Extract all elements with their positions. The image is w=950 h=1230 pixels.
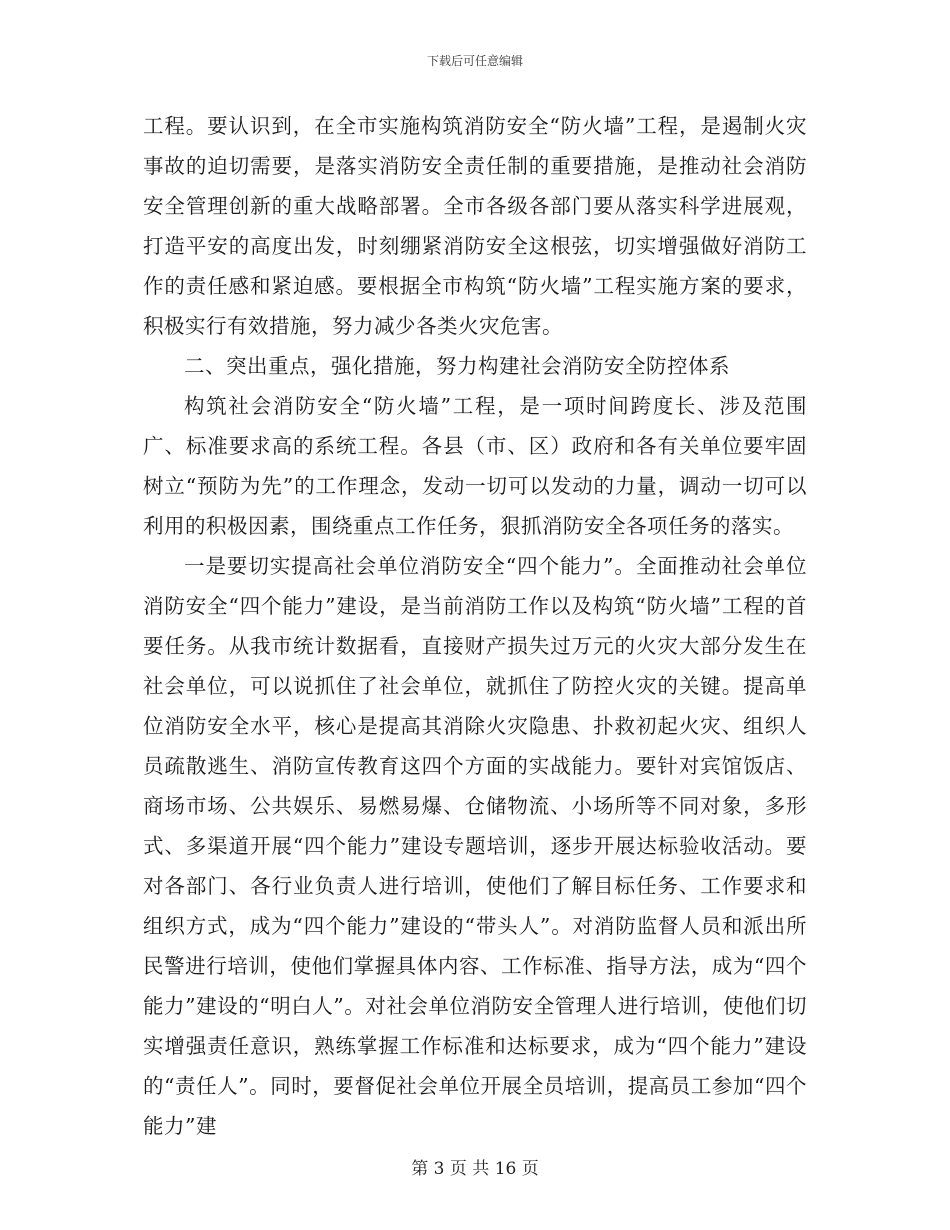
footer-prefix: 第 [411,1159,429,1179]
paragraph-continued: 工程。要认识到，在全市实施构筑消防安全“防火墙”工程，是遏制火灾事故的迫切需要，是落实消防安全责任制的重要措施，是推动社会消防安全管理创新的重大战略部署。全市各级各部门要从落实科学进展观，打造平安的高度出发，时刻绷紧消防安全这根弦，切实增强做好消防工作的责任感和紧迫感。要根据全市构筑“防火墙”工程实施方案的要求，积极实行有效措施，努力减少各类火灾危害。 [143,114,807,338]
page-header-note: 下载后可任意编辑 [426,54,523,68]
paragraph: 一是要切实提高社会单位消防安全“四个能力”。全面推动社会单位消防安全“四个能力”建设，是当前消防工作以及构筑“防火墙”工程的首要任务。从我市统计数据看，直接财产损失过万元的火灾大部分发生在社会单位，可以说抓住了社会单位，就抓住了防控火灾的关键。提高单位消防安全水平，核心是提高其消除火灾隐患、扑救初起火灾、组织人员疏散逃生、消防宣传教育这四个方面的实战能力。要针对宾馆饭店、商场市场、公共娱乐、易燃易爆、仓储物流、小场所等不同对象，多形式、多渠道开展“四个能力”建设专题培训，逐步开展达标验收活动。要对各部门、各行业负责人进行培训，使他们了解目标任务、工作要求和组织方式，成为“四个能力”建设的“带头人”。对消防监督人员和派出所民警进行培训，使他们掌握具体内容、工作标准、指导方法，成为“四个能力”建设的“明白人”。对社会单位消防安全管理人进行培训，使他们切实增强责任意识，熟练掌握工作标准和达标要求，成为“四个能力”建设的“责任人”。同时，要督促社会单位开展全员培训，提高员工参加“四个能力”建 [143,554,807,1138]
section-heading: 二、突出重点，强化措施，努力构建社会消防安全防控体系 [184,354,730,378]
footer-suffix: 页 [521,1159,539,1179]
current-page-number: 3 [433,1159,445,1179]
paragraph: 构筑社会消防安全“防火墙”工程，是一项时间跨度长、涉及范围广、标准要求高的系统工程。各县（市、区）政府和各有关单位要牢固树立“预防为先”的工作理念，发动一切可以发动的力量，调动一切可以利用的积极因素，围绕重点工作任务，狠抓消防安全各项任务的落实。 [143,394,807,538]
page-footer [0,1154,950,1179]
document-body [143,106,807,1146]
total-pages-number: 16 [494,1159,517,1179]
footer-middle: 页 共 [449,1159,490,1179]
